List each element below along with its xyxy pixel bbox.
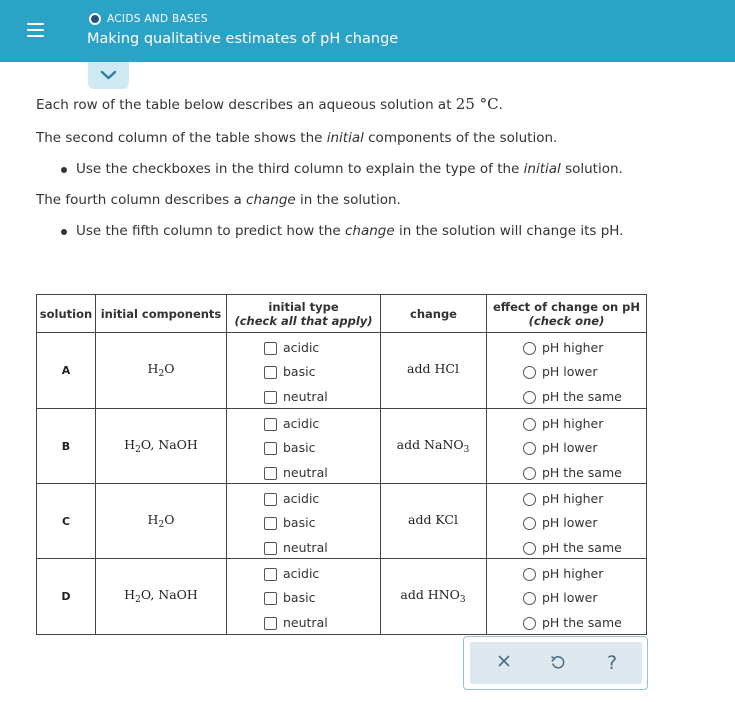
checkbox-label: basic bbox=[283, 590, 316, 605]
initial-components: $H_2O$, NaOH bbox=[124, 437, 198, 455]
checkbox-label: acidic bbox=[283, 416, 320, 431]
checkbox-label: basic bbox=[283, 515, 316, 530]
close-icon bbox=[497, 654, 511, 668]
checkbox-basic[interactable] bbox=[264, 442, 277, 455]
checkbox-label: acidic bbox=[283, 491, 320, 506]
change-description: add NaNO$_3$ bbox=[396, 437, 470, 455]
radio-label: pH the same bbox=[542, 465, 622, 480]
radio-label: pH the same bbox=[542, 615, 622, 630]
instruction-bullet-1: Use the checkboxes in the third column to explain the type of the initial solution. bbox=[76, 161, 623, 177]
clear-button[interactable] bbox=[490, 650, 518, 676]
radio-label: pH higher bbox=[542, 491, 604, 506]
checkbox-label: neutral bbox=[283, 615, 328, 630]
change-description: add $HNO_3$ bbox=[400, 587, 466, 605]
radio-label: pH the same bbox=[542, 389, 622, 404]
radio-ph-lower[interactable] bbox=[523, 592, 536, 605]
initial-components: $H_2O$ bbox=[147, 361, 175, 379]
chevron-down-icon bbox=[100, 69, 117, 81]
radio-ph-the-same[interactable] bbox=[523, 617, 536, 630]
answer-action-bar bbox=[463, 636, 648, 690]
checkbox-acidic[interactable] bbox=[264, 568, 277, 581]
hamburger-menu-icon[interactable] bbox=[22, 19, 52, 43]
checkbox-acidic[interactable] bbox=[264, 418, 277, 431]
instruction-line-2: The second column of the table shows the initial components of the solution. bbox=[36, 130, 558, 146]
checkbox-label: neutral bbox=[283, 389, 328, 404]
radio-ph-lower[interactable] bbox=[523, 517, 536, 530]
checkbox-basic[interactable] bbox=[264, 366, 277, 379]
header-initial-type: initial type (check all that apply) bbox=[234, 300, 373, 328]
radio-ph-the-same[interactable] bbox=[523, 542, 536, 555]
radio-ph-higher[interactable] bbox=[523, 342, 536, 355]
instruction-line-1: Each row of the table below describes an aqueous solution at 25 °C. bbox=[36, 95, 503, 113]
radio-label: pH higher bbox=[542, 416, 604, 431]
radio-label: pH lower bbox=[542, 364, 598, 379]
radio-label: pH lower bbox=[542, 590, 598, 605]
checkbox-label: acidic bbox=[283, 566, 320, 581]
collapse-header-button[interactable] bbox=[88, 62, 129, 89]
bullet-dot bbox=[61, 229, 67, 235]
radio-ph-the-same[interactable] bbox=[523, 391, 536, 404]
checkbox-label: basic bbox=[283, 364, 316, 379]
checkbox-label: basic bbox=[283, 440, 316, 455]
radio-ph-higher[interactable] bbox=[523, 568, 536, 581]
instruction-line-3: The fourth column describes a change in the solution. bbox=[36, 192, 401, 208]
checkbox-label: neutral bbox=[283, 540, 328, 555]
page-title: Making qualitative estimates of pH change bbox=[87, 31, 399, 47]
instruction-bullet-2: Use the fifth column to predict how the change in the solution will change its pH. bbox=[76, 223, 624, 239]
help-button[interactable]: ? bbox=[606, 652, 618, 674]
change-description: add HCl bbox=[407, 361, 459, 376]
change-description: add KCl bbox=[408, 512, 458, 527]
checkbox-label: acidic bbox=[283, 340, 320, 355]
header-change: change bbox=[410, 307, 457, 321]
header-bar bbox=[0, 0, 735, 62]
row-label: A bbox=[61, 364, 71, 377]
header-initial-components: initial components bbox=[100, 307, 222, 321]
initial-components: $H_2O$, NaOH bbox=[124, 587, 198, 605]
initial-components: $H_2O$ bbox=[147, 512, 175, 530]
radio-label: pH lower bbox=[542, 515, 598, 530]
bullet-dot bbox=[61, 167, 67, 173]
row-label: C bbox=[61, 515, 71, 528]
checkbox-acidic[interactable] bbox=[264, 342, 277, 355]
radio-label: pH higher bbox=[542, 566, 604, 581]
ph-table bbox=[36, 294, 647, 635]
radio-ph-higher[interactable] bbox=[523, 493, 536, 506]
undo-button[interactable] bbox=[544, 650, 572, 676]
header-effect: effect of change on pH (check one) bbox=[492, 300, 641, 328]
row-label: B bbox=[61, 440, 71, 453]
checkbox-neutral[interactable] bbox=[264, 391, 277, 404]
checkbox-basic[interactable] bbox=[264, 517, 277, 530]
row-label: D bbox=[61, 590, 71, 603]
header-solution: solution bbox=[39, 307, 93, 321]
checkbox-neutral[interactable] bbox=[264, 542, 277, 555]
checkbox-label: neutral bbox=[283, 465, 328, 480]
checkbox-neutral[interactable] bbox=[264, 617, 277, 630]
radio-ph-lower[interactable] bbox=[523, 442, 536, 455]
radio-ph-lower[interactable] bbox=[523, 366, 536, 379]
checkbox-acidic[interactable] bbox=[264, 493, 277, 506]
undo-icon bbox=[550, 654, 566, 670]
topic-label: ACIDS AND BASES bbox=[107, 13, 208, 25]
topic-status-icon bbox=[89, 13, 101, 25]
radio-ph-higher[interactable] bbox=[523, 418, 536, 431]
checkbox-basic[interactable] bbox=[264, 592, 277, 605]
radio-ph-the-same[interactable] bbox=[523, 467, 536, 480]
radio-label: pH lower bbox=[542, 440, 598, 455]
checkbox-neutral[interactable] bbox=[264, 467, 277, 480]
radio-label: pH higher bbox=[542, 340, 604, 355]
radio-label: pH the same bbox=[542, 540, 622, 555]
